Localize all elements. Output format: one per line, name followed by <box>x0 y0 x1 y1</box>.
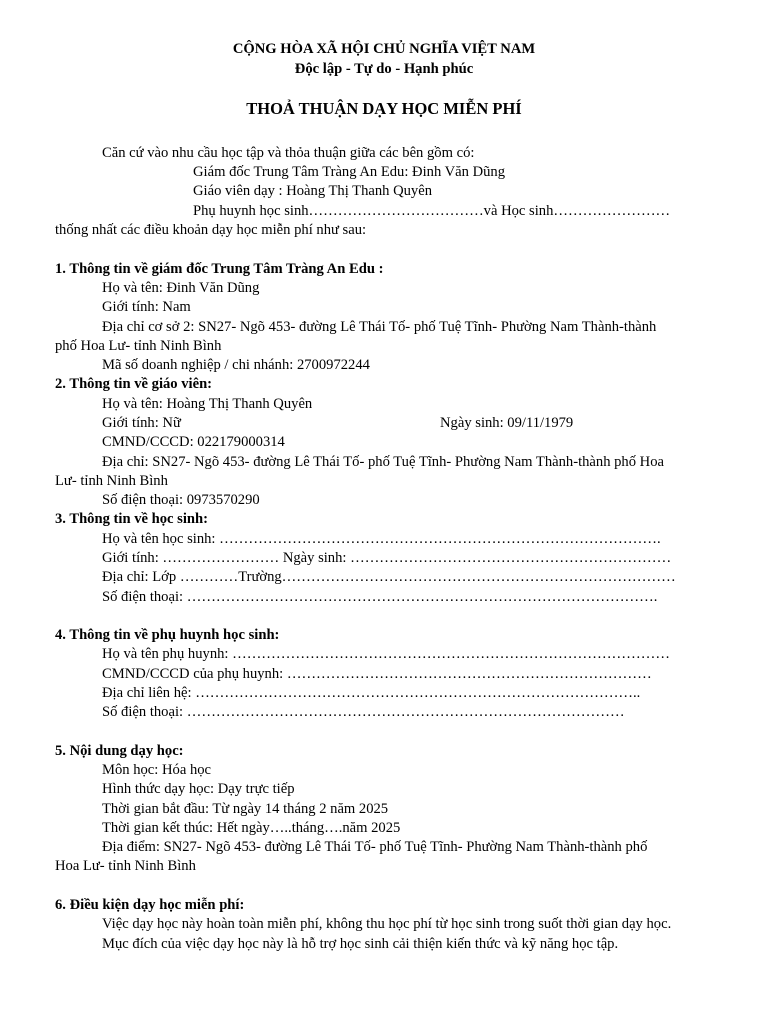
teacher-id: CMND/CCCD: 022179000314 <box>102 434 285 450</box>
teacher-name: Họ và tên: Hoàng Thị Thanh Quyên <box>102 396 313 412</box>
course-format: Hình thức dạy học: Dạy trực tiếp <box>102 781 295 797</box>
student-name: Họ và tên học sinh: ………………………………………………………………………………. <box>102 531 661 547</box>
director-name: Họ và tên: Đinh Văn Dũng <box>102 280 260 296</box>
section-6-heading: 6. Điều kiện dạy học miễn phí: <box>55 897 245 913</box>
teacher-dob: Ngày sinh: 09/11/1979 <box>440 415 574 431</box>
country-header: CỘNG HÒA XÃ HỘI CHỦ NGHĨA VIỆT NAM <box>232 41 536 57</box>
intro-basis: Căn cứ vào nhu cầu học tập và thỏa thuận giữa các bên gồm có: <box>102 145 475 161</box>
document-title: THOẢ THUẬN DẠY HỌC MIỄN PHÍ <box>246 99 522 118</box>
section-4-heading: 4. Thông tin về phụ huynh học sinh: <box>55 627 280 643</box>
student-gender-dob: Giới tính: …………………… Ngày sinh: ………………………………………………………… <box>102 550 672 566</box>
director-address-line-2: phố Hoa Lư- tỉnh Ninh Bình <box>55 338 222 354</box>
director-address-line-1: Địa chỉ cơ sở 2: SN27- Ngõ 453- đường Lê Thái Tố- phố Tuệ Tĩnh- Phường Nam Thành-thành <box>102 319 657 335</box>
course-start: Thời gian bắt đầu: Từ ngày 14 tháng 2 năm 2025 <box>102 801 389 817</box>
parent-address: Địa chỉ liên hệ: ……………………………………………………………………………….. <box>102 685 641 701</box>
section-1-heading: 1. Thông tin về giám đốc Trung Tâm Tràng An Edu : <box>55 261 384 277</box>
director-tax-code: Mã số doanh nghiệp / chi nhánh: 2700972244 <box>102 357 370 373</box>
course-place-line-1: Địa điểm: SN27- Ngõ 453- đường Lê Thái Tố- phố Tuệ Tĩnh- Phường Nam Thành-thành phố <box>102 839 648 855</box>
intro-director: Giám đốc Trung Tâm Tràng An Edu: Đinh Văn Dũng <box>193 164 506 180</box>
course-end: Thời gian kết thúc: Hết ngày…..tháng….năm 2025 <box>102 820 401 836</box>
section-2-heading: 2. Thông tin về giáo viên: <box>55 376 213 392</box>
motto: Độc lập - Tự do - Hạnh phúc <box>294 61 474 77</box>
teacher-address-line-2: Lư- tỉnh Ninh Bình <box>55 473 168 489</box>
section-5-heading: 5. Nội dung dạy học: <box>55 743 184 759</box>
intro-agree: thống nhất các điều khoản dạy học miễn phí như sau: <box>55 222 367 238</box>
student-address: Địa chỉ: Lớp …………Trường……………………………………………………………………… <box>102 569 676 585</box>
course-place-line-2: Hoa Lư- tỉnh Ninh Bình <box>55 858 196 874</box>
free-condition-paragraph-1: Việc dạy học này hoàn toàn miễn phí, không thu học phí từ học sinh trong suốt thời gian dạy học. <box>102 916 672 932</box>
parent-name: Họ và tên phụ huynh: ……………………………………………………………………………… <box>102 646 670 662</box>
student-phone: Số điện thoại: ……………………………………………………………………………………. <box>102 589 658 605</box>
parent-phone: Số điện thoại: ……………………………………………………………………………… <box>102 704 625 720</box>
intro-parent-student: Phụ huynh học sinh………………………………và Học sinh…………………… <box>193 203 671 219</box>
section-3-heading: 3. Thông tin về học sinh: <box>55 511 209 527</box>
parent-id: CMND/CCCD của phụ huynh: ………………………………………………………………… <box>102 666 652 682</box>
intro-teacher: Giáo viên dạy : Hoàng Thị Thanh Quyên <box>193 183 432 199</box>
course-subject: Môn học: Hóa học <box>102 762 212 778</box>
teacher-phone: Số điện thoại: 0973570290 <box>102 492 260 508</box>
director-gender: Giới tính: Nam <box>102 299 191 315</box>
teacher-gender: Giới tính: Nữ <box>102 415 181 431</box>
teacher-address-line-1: Địa chỉ: SN27- Ngõ 453- đường Lê Thái Tố- phố Tuệ Tĩnh- Phường Nam Thành-thành phố Hoa <box>102 454 664 470</box>
free-condition-paragraph-2: Mục đích của việc dạy học này là hỗ trợ học sinh cải thiện kiến thức và kỹ năng học tập. <box>102 936 619 952</box>
